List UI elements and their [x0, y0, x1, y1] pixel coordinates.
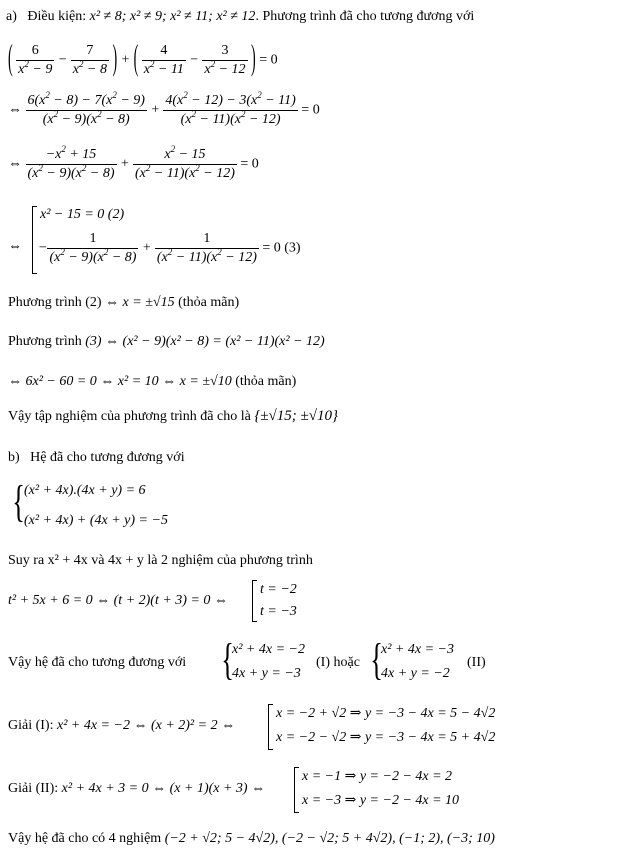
- t-root-2: t = −3: [260, 604, 297, 619]
- equation-1: ( $\frac{6}{x^2 - 9}$ − $\frac{7}{x^2 - 8}$ ) + ( $\frac{4}{x^2 - 11}$ − $\frac{3}{x^2 - 12}$ ) = 0: [8, 39, 278, 79]
- conclusion-a-text: Vậy tập nghiệm của phương trình đã cho là: [8, 409, 251, 424]
- part-b-intro: Hệ đã cho tương đương với: [30, 450, 185, 465]
- sys-line-2: − $\frac{1}{(x^2 - 9)(x^2 - 8)}$ + $\frac{1}{(x^2 - 11)(x^2 - 12)}$ = 0 (3): [38, 231, 301, 265]
- solveII-line: [8, 782, 265, 796]
- system-brace: {: [12, 477, 25, 526]
- sysI-line-2: 4x + y = −3: [232, 666, 301, 681]
- solveII-bracket: [294, 767, 299, 813]
- sysI-brace: {: [221, 635, 234, 684]
- pt3-note: (thỏa mãn): [235, 374, 297, 389]
- solveI-root-2: x = −2 − √2 ⇒ y = −3 − 4x = 5 + 4√2: [276, 730, 496, 745]
- part-a-label: a): [6, 9, 17, 24]
- equation-3: ⇔ $\frac{-x^2 + 15}{(x^2 - 9)(x^2 - 8)}$ + $\frac{x^2 - 15}{(x^2 - 11)(x^2 - 12)}$ = 0: [8, 144, 259, 181]
- solveI-label: Giải (I):: [8, 718, 54, 733]
- part-b-header: [8, 451, 185, 465]
- eq3-rhs: = 0: [240, 156, 259, 172]
- pt2-note: (thỏa mãn): [178, 295, 240, 310]
- t-root-1: t = −2: [260, 582, 297, 597]
- solveI-bracket: [268, 704, 273, 750]
- part-b-label: b): [8, 450, 20, 465]
- equation-2: ⇔ $\frac{6(x^2 - 8) - 7(x^2 - 9)}{(x^2 - 9)(x^2 - 8)}$ + $\frac{4(x^2 - 12) - 3(x^2 - 11)}{(x^2 - 11)(x^2 - 12)}$ = 0: [8, 90, 320, 127]
- quadratic-line: t² + 5x + 6 = 0 ⇔ (t + 2)(t + 3) = 0 ⇔: [8, 593, 228, 608]
- pt3-label: Phương trình: [8, 334, 82, 349]
- final-solutions: (−2 + √2; 5 − 4√2), (−2 − √2; 5 + 4√2), (−1; 2), (−3; 10): [164, 831, 495, 846]
- solveI-root-1: x = −2 + √2 ⇒ y = −3 − 4x = 5 − 4√2: [276, 706, 496, 721]
- part-a-conditions: x² ≠ 8; x² ≠ 9; x² ≠ 11; x² ≠ 12: [89, 9, 256, 24]
- pt3-body: (3) ⇔ (x² − 9)(x² − 8) = (x² − 11)(x² − 12): [85, 334, 325, 349]
- solveI-line: [8, 719, 235, 733]
- sys-b-line-1: (x² + 4x).(4x + y) = 6: [24, 483, 146, 498]
- final-line: [8, 832, 495, 846]
- equiv-text: Vậy hệ đã cho tương đương với: [8, 655, 187, 670]
- roots-text: Suy ra x² + 4x và 4x + y là 2 nghiệm của phương trình: [8, 553, 313, 568]
- label-I: (I) hoặc: [316, 655, 360, 670]
- solveII-root-1: x = −1 ⇒ y = −2 − 4x = 2: [302, 769, 453, 784]
- pt3-line: [8, 335, 325, 349]
- solveII-body: x² + 4x + 3 = 0 ⇔ (x + 1)(x + 3) ⇔: [61, 781, 266, 796]
- eq1-rhs: = 0: [259, 52, 278, 68]
- solveI-body: x² + 4x = −2 ⇔ (x + 2)² = 2 ⇔: [56, 718, 236, 733]
- pt2-label: Phương trình: [8, 295, 82, 310]
- label-II: (II): [467, 655, 486, 670]
- sys-line-1: x² − 15 = 0 (2): [40, 207, 125, 222]
- sys-b-line-2: (x² + 4x) + (4x + y) = −5: [24, 513, 168, 528]
- pt3-cont-line: [8, 375, 296, 389]
- part-a-header: [6, 10, 474, 24]
- part-a-intro-after: . Phương trình đã cho tương đương với: [255, 9, 475, 24]
- pt2-line: [8, 296, 239, 310]
- pt2-body: ⇔ x = ±√15: [105, 295, 175, 310]
- solveII-root-2: x = −3 ⇒ y = −2 − 4x = 10: [302, 793, 460, 808]
- equiv-arrow: ⇔: [8, 239, 22, 254]
- solveII-label: Giải (II):: [8, 781, 59, 796]
- t-bracket: [252, 580, 257, 622]
- conclusion-a: [8, 409, 338, 424]
- pt3-cont: ⇔ 6x² − 60 = 0 ⇔ x² = 10 ⇔ x = ±√10: [8, 374, 232, 389]
- pt2-num: (2): [85, 295, 102, 310]
- sys-line-2-rhs: = 0 (3): [262, 240, 301, 256]
- or-bracket: [32, 206, 37, 274]
- sysII-brace: {: [370, 635, 383, 684]
- part-a-intro: Điều kiện:: [27, 9, 87, 24]
- eq2-rhs: = 0: [301, 102, 320, 118]
- sysI-line-1: x² + 4x = −2: [232, 642, 305, 657]
- solution-set: {±√15; ±√10}: [254, 408, 338, 424]
- final-text: Vậy hệ đã cho có 4 nghiệm: [8, 831, 162, 846]
- sysII-line-1: x² + 4x = −3: [381, 642, 454, 657]
- sysII-line-2: 4x + y = −2: [381, 666, 450, 681]
